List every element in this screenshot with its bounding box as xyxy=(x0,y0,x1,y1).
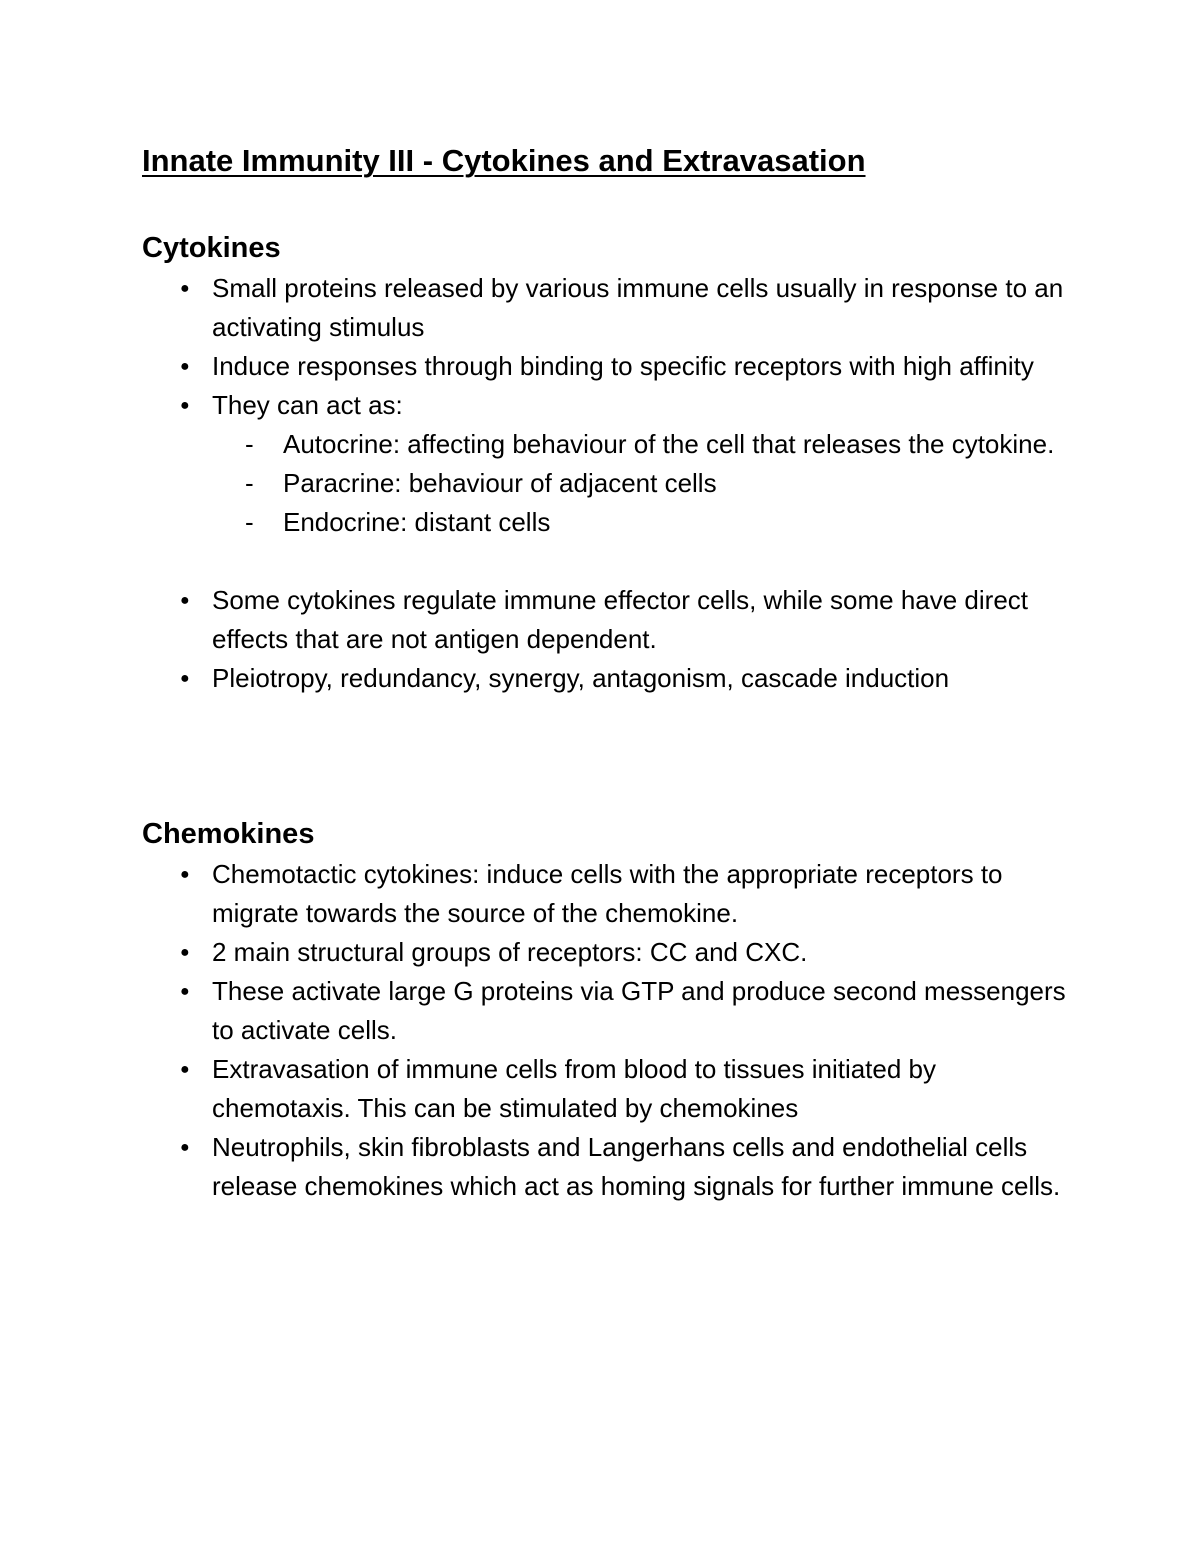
list-item xyxy=(0,269,1072,347)
section-heading-chemokines: Chemokines xyxy=(142,818,315,850)
list-item-text: Some cytokines regulate immune effector cells, while some have direct effects that are not antigen dependent. xyxy=(212,585,1029,654)
list-item xyxy=(0,855,1072,933)
bullet-icon: ● xyxy=(180,592,190,609)
bullet-icon: ● xyxy=(180,358,190,375)
bullet-icon: ● xyxy=(180,944,190,961)
sub-list xyxy=(212,425,1072,542)
cytokines-bullet-list xyxy=(0,269,1072,698)
bullet-icon: ● xyxy=(180,983,190,1000)
list-item xyxy=(0,972,1072,1050)
list-item xyxy=(0,659,1072,698)
list-item-text: Chemotactic cytokines: induce cells with the appropriate receptors to migrate towards the source of the chemokine. xyxy=(212,859,1003,928)
dash-icon: - xyxy=(245,429,254,459)
blank-line xyxy=(0,542,1072,581)
list-item-text: These activate large G proteins via GTP and produce second messengers to activate cells. xyxy=(212,976,1066,1045)
list-item-text: Extravasation of immune cells from blood to tissues initiated by chemotaxis. This can be stimulated by chemokines xyxy=(212,1054,937,1123)
sub-list-item xyxy=(212,425,1072,464)
sub-list-item xyxy=(212,464,1072,503)
document-title: Innate Immunity III - Cytokines and Extravasation xyxy=(142,143,866,178)
bullet-icon: ● xyxy=(180,866,190,883)
list-item xyxy=(0,581,1072,659)
bullet-icon: ● xyxy=(180,1061,190,1078)
list-item xyxy=(0,1050,1072,1128)
list-item-text: 2 main structural groups of receptors: CC and CXC. xyxy=(212,937,808,967)
section-heading-cytokines: Cytokines xyxy=(142,232,281,264)
list-item xyxy=(0,347,1072,386)
list-item xyxy=(0,386,1072,542)
list-item xyxy=(0,1128,1072,1206)
chemokines-bullet-list xyxy=(0,855,1072,1206)
list-item-text: Neutrophils, skin fibroblasts and Langerhans cells and endothelial cells release chemokines which act as homing signals for further immune cells. xyxy=(212,1132,1061,1201)
sub-list-item xyxy=(212,503,1072,542)
sub-list-item-text: Endocrine: distant cells xyxy=(283,507,551,537)
dash-icon: - xyxy=(245,507,254,537)
list-item-text: Small proteins released by various immune cells usually in response to an activating stimulus xyxy=(212,273,1064,342)
bullet-icon: ● xyxy=(180,280,190,297)
list-item xyxy=(0,933,1072,972)
sub-list-item-text: Paracrine: behaviour of adjacent cells xyxy=(283,468,717,498)
sub-list-item-text: Autocrine: affecting behaviour of the cell that releases the cytokine. xyxy=(283,429,1055,459)
bullet-icon: ● xyxy=(180,1139,190,1156)
list-item-text: Induce responses through binding to specific receptors with high affinity xyxy=(212,351,1034,381)
bullet-icon: ● xyxy=(180,397,190,414)
dash-icon: - xyxy=(245,468,254,498)
list-item-text: They can act as: xyxy=(212,390,403,420)
list-item-text: Pleiotropy, redundancy, synergy, antagonism, cascade induction xyxy=(212,663,950,693)
bullet-icon: ● xyxy=(180,670,190,687)
